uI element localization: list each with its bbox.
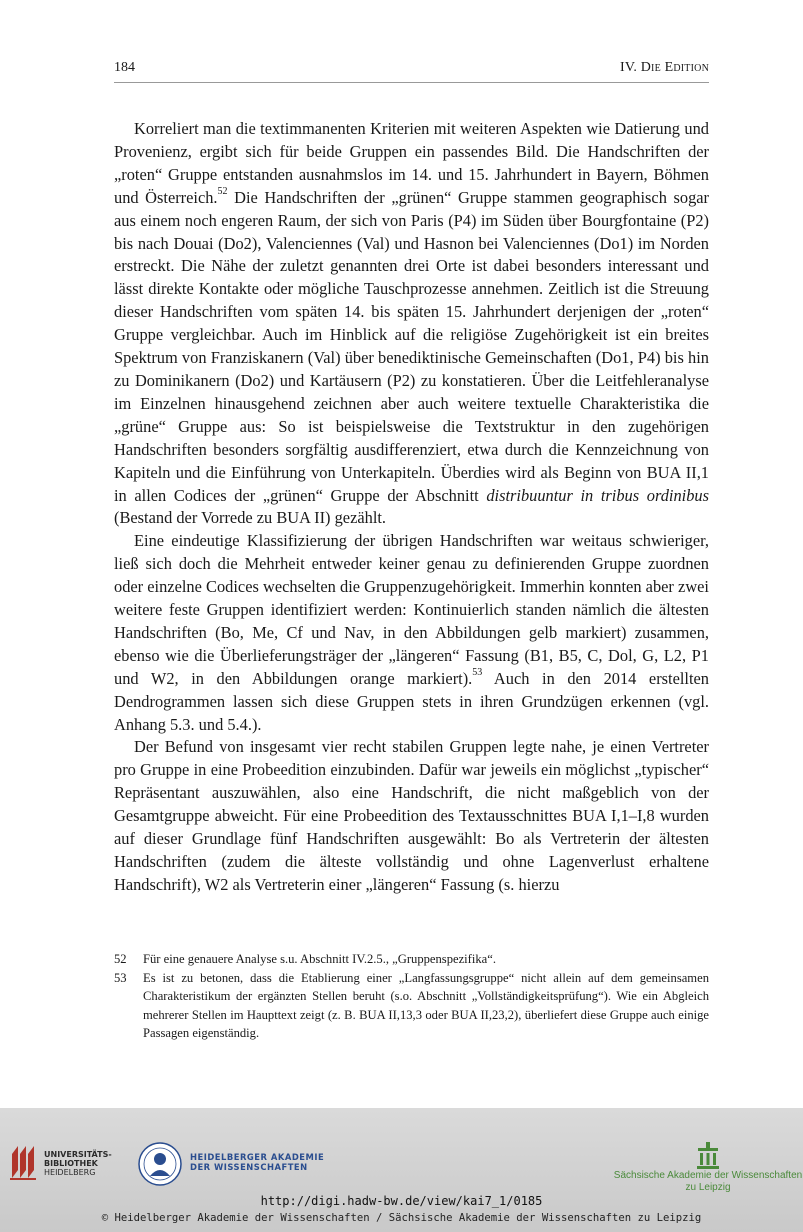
footer-bar: [0, 1108, 803, 1232]
footnote-text: Für eine genauere Analyse s.u. Abschnitt IV.2.5., „Gruppenspezifika“.: [143, 952, 496, 966]
footnote-ref-52[interactable]: 52: [217, 185, 228, 197]
saxon-academy-logo-icon[interactable]: [696, 1142, 720, 1170]
saxon-academy-name: Sächsische Akademie der Wissenschaften zu Leipzig: [613, 1170, 803, 1193]
university-library-name: UNIVERSITÄTS- BIBLIOTHEK HEIDELBERG: [44, 1150, 112, 1177]
page-number: 184: [114, 60, 135, 75]
paragraph-2: Eine eindeutige Klassifizierung der übrigen Handschriften war weitaus schwieriger, ließ sich doch die Mehrheit entweder keiner genau zu definierenden Gruppe zuordnen oder einzelne Codices wechselten die Gruppenzugehörigkeit. Immerhin konnten aber zwei weitere feste Gruppen identifiziert werden: Kontinuierlich standen nämlich die ältesten Handschriften (Bo, Me, Cf und Nav, in den Abbildungen gelb markiert) zusammen, ebenso wie die Überlieferungsträger der „längeren“ Fassung (B1, B5, C, Dol, G, L2, P1 und W2, in den Abbildungen orange markiert).$^{53}$ Auch in den 2014 erstellten Dendrogrammen lassen sich diese Gruppen stets in ihren Grundzügen erkennen (vgl. Anhang 5.3. und 5.4.).: [114, 531, 709, 734]
copyright-notice: © Heidelberger Akademie der Wissenschaften / Sächsische Akademie der Wissenschaften zu Leipzig: [101, 1212, 702, 1224]
footnote-number: 52: [114, 952, 127, 966]
university-library-logo-icon[interactable]: [8, 1142, 38, 1182]
academy-name: HEIDELBERGER AKADEMIE DER WISSENSCHAFTEN: [190, 1152, 325, 1172]
footnote-text: Es ist zu betonen, dass die Etablierung einer „Langfassungsgruppe“ nicht allein auf dem gemeinsamen Charakteristikum der ergänzten Stellen beruht (s.o. Abschnitt „Vollständigkeitsprüfung“). Wie ein Abgleich mehrerer Stellen im Haupttext zeigt (z. B. BUA II,13,3 oder BUA II,23,2), überliefert diese Gruppe auch einige Passagen eigenständig.: [143, 970, 709, 1041]
footnote-52: [114, 950, 709, 969]
paragraph-3: Der Befund von insgesamt vier recht stabilen Gruppen legte nahe, je einen Vertreter pro Gruppe in eine Probeedition einzubinden. Dafür war jeweils ein möglichst „typischer“ Repräsentant auszuwählen, also eine Handschrift, die nicht maßgeblich von der Gesamtgruppe abweicht. Für eine Probeedition des Textausschnittes BUA I,1–I,8 wurden auf dieser Grundlage fünf Handschriften ausgewählt: Bo als Vertreterin der ältesten Handschriften (zudem die älteste vollständig und ohne Lagenverlust erhaltene Handschrift), W2 als Vertreterin einer „längeren“ Fassung (s. hierzu: [114, 737, 709, 894]
main-text: [114, 118, 709, 897]
paragraph-1: Korreliert man die textimmanenten Kriterien mit weiteren Aspekten wie Datierung und Provenienz, ergibt sich für beide Gruppen ein passendes Bild. Die Handschriften der „roten“ Gruppe entstanden ausnahmslos im 14. und 15. Jahrhundert in Bayern, Böhmen und Österreich.$^{52}$ Die Handschriften der „grünen“ Gruppe stammen geographisch sogar aus einem noch engeren Raum, der sich von Paris (P4) im Süden über Bourgfontaine (P2) bis nach Douai (Do2), Valenciennes (Val) und Hasnon bei Valenciennes (Do1) im Norden erstreckt. Die Nähe der zuletzt genannten drei Orte ist dabei besonders interessant und lässt direkte Kontakte oder mögliche Tauschprozesse annehmen. Zeitlich ist die Streuung dieser Handschriften vom späten 14. bis späten 15. Jahrhundert derjenigen der „roten“ Gruppe vergleichbar. Auch im Hinblick auf die religiöse Zugehörigkeit ist ein breites Spektrum von Franziskanern (Val) über benediktinische Gemeinschaften (Do1, P4) bis hin zu Dominikanern (Do2) und Kartäusern (P2) zu konstatieren. Über die Leitfehleranalyse im Einzelnen hinausgehend zeichnen aber auch weitere textuelle Charakteristika die „grüne“ Gruppe aus: So ist beispielsweise die Textstruktur in den zugehörigen Handschriften besonders sorgfältig ausdifferenziert, etwa durch die Kennzeichnung von Kapiteln und die Einführung von Unterkapiteln. Überdies wird als Beginn von BUA II,1 in allen Codices der „grünen“ Gruppe der Abschnitt distribuuntur in tribus ordinibus (Bestand der Vorrede zu BUA II) gezählt.: [114, 119, 709, 528]
latin-quote: distribuuntur in tribus ordinibus: [486, 485, 709, 505]
header-rule: [114, 82, 709, 83]
footnote-number: 53: [114, 970, 127, 985]
footnote-53: [114, 969, 709, 1043]
footnote-ref-53[interactable]: 53: [472, 666, 483, 678]
academy-seal-icon[interactable]: [138, 1142, 182, 1186]
page-header: [114, 60, 709, 80]
footnotes: [114, 950, 709, 1043]
running-head: IV. Die Edition: [619, 60, 709, 75]
source-url-link[interactable]: http://digi.hadw-bw.de/view/kai7_1/0185: [260, 1194, 543, 1208]
